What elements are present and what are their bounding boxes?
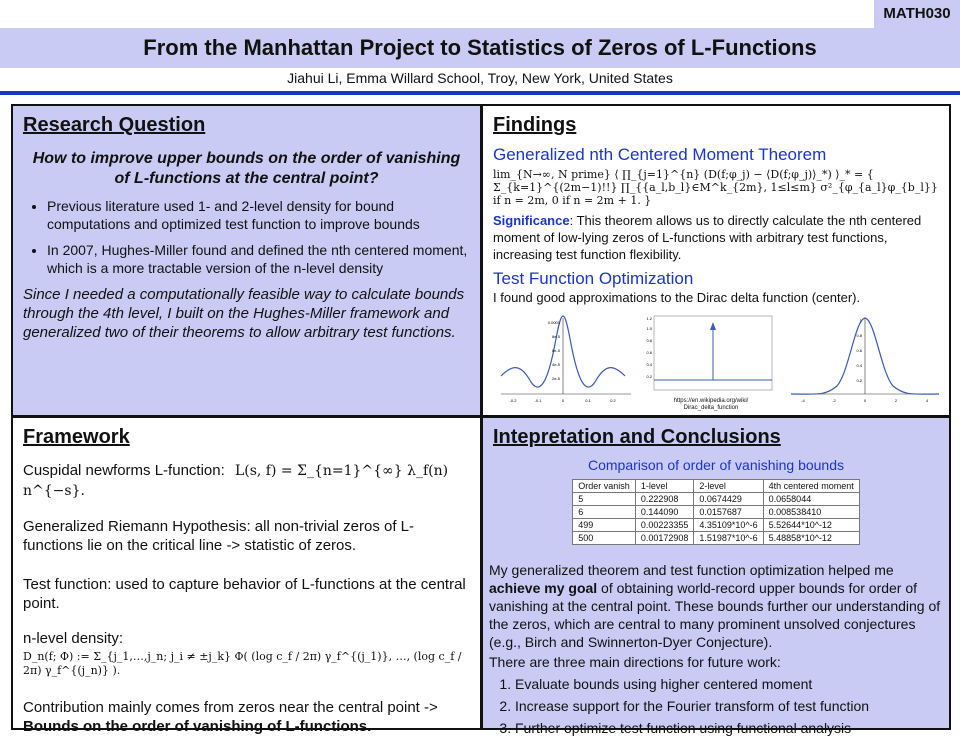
table-header-cell: 1-level: [635, 480, 694, 493]
framework-heading: Framework: [23, 426, 130, 448]
right-xtick: 2: [894, 398, 898, 403]
left-ytick: 6e-5: [551, 348, 560, 353]
right-ytick: 0.2: [856, 378, 862, 383]
table-cell: 0.00172908: [635, 532, 694, 545]
test-function-plots: [491, 314, 943, 414]
table-header-cell: Order vanish: [573, 480, 636, 493]
summary-pre: My generalized theorem and test function optimization helped me: [489, 562, 894, 578]
table-cell: 5.48858*10^-12: [763, 532, 859, 545]
right-xtick: 4: [925, 398, 929, 403]
significance-body: : This theorem allows us to directly calculate the nth centered moment of low-lying zeros of L-functions with arbitrary test functions, increasing test function flexibility.: [493, 213, 922, 262]
middle-ytick: 0.8: [646, 338, 652, 343]
research-question-panel: [11, 104, 482, 417]
table-cell: 4.35109*10^-6: [694, 519, 763, 532]
right-ytick: 0.4: [856, 363, 862, 368]
theorem-title: Generalized nth Centered Moment Theorem: [493, 145, 827, 164]
image-caption-line: Dirac_delta_function: [683, 405, 739, 411]
future-intro: There are three main directions for future work:: [489, 654, 781, 670]
poster-authors: Jiahui Li, Emma Willard School, Troy, New York, United States: [287, 70, 673, 86]
right-xtick: -4: [801, 398, 805, 403]
table-title: Comparison of order of vanishing bounds: [587, 457, 845, 473]
future-item: 1. Evaluate bounds using higher centered moment: [515, 673, 943, 695]
poster-title: From the Manhattan Project to Statistics of Zeros of L-Functions: [0, 28, 960, 68]
findings-panel: [481, 104, 951, 417]
middle-ytick: 0.4: [646, 362, 652, 367]
framework-panel: [11, 416, 482, 735]
research-question-heading: Research Question: [23, 114, 206, 136]
right-ytick: 0.8: [856, 333, 862, 338]
cuspidal-formula: L(s, f) = Σ_{n=1}^{∞} λ_f(n) n^{−s}.: [23, 463, 449, 499]
significance-label: Significance: [493, 213, 570, 228]
contribution-bold: Bounds on the order of vanishing of L-functions.: [23, 718, 372, 735]
table-row: [573, 519, 859, 532]
middle-ytick: 0.2: [646, 374, 652, 379]
approximation-plot-left: [491, 314, 636, 404]
table-row: [573, 532, 859, 545]
research-bullets: [23, 197, 470, 277]
table-cell: 1.51987*10^-6: [694, 532, 763, 545]
middle-ytick: 0.6: [646, 350, 652, 355]
conclusions-heading: Intepretation and Conclusions: [493, 426, 781, 448]
findings-heading: Findings: [493, 114, 577, 136]
research-closing: Since I needed a computationally feasible way to calculate bounds through the 4th level, I built on the Hughes-Miller framework and generalized two of their theorems to allow arbitrary test functions.: [23, 286, 465, 341]
bounds-table: [572, 479, 859, 545]
left-xtick: -0.2: [509, 398, 517, 403]
summary-bold: achieve my goal: [489, 580, 598, 596]
table-header-row: [573, 480, 859, 493]
conclusions-panel: [481, 416, 951, 736]
density-line: [23, 629, 470, 678]
left-ytick: 8e-5: [551, 334, 560, 339]
future-item: 3. Further optimize test function using functional analysis: [515, 717, 943, 739]
conclusion-summary: [489, 561, 943, 651]
table-cell: 500: [573, 532, 636, 545]
optimization-text: I found good approximations to the Dirac delta function (center).: [493, 290, 861, 305]
table-cell: 0.144090: [635, 506, 694, 519]
future-item: 2. Increase support for the Fourier transform of test function: [515, 695, 943, 717]
right-ytick: 0.6: [856, 348, 862, 353]
image-caption-line: https://en.wikipedia.org/wiki/: [673, 398, 749, 404]
left-xtick: 0.2: [610, 398, 616, 403]
contribution-text: [23, 698, 470, 736]
table-cell: 5.52644*10^-12: [763, 519, 859, 532]
table-cell: 0.008538410: [763, 506, 859, 519]
right-xtick: 0: [863, 398, 867, 403]
table-cell: 0.00223355: [635, 519, 694, 532]
header-divider: [0, 91, 960, 95]
right-xtick: -2: [832, 398, 836, 403]
middle-ytick: 1.0: [646, 326, 652, 331]
theorem-formula: lim_{N→∞, N prime} ⟨ ∏_{j=1}^{n} (D(f;φ_j) − ⟨D(f;φ_j)⟩_*) ⟩_* = { Σ_{k=1}^{(2m−1)!!} ∏_{{a_l,b_l}∈M^k_{2m}, 1≤l≤m} σ²_{φ_{a_l}φ_{b_l}} if n = 2m, 0 if n = 2m + 1. }: [493, 168, 938, 207]
table-header-cell: 2-level: [694, 480, 763, 493]
table-cell: 0.222908: [635, 493, 694, 506]
table-row: [573, 493, 859, 506]
left-ytick: 0.0001: [547, 320, 560, 325]
grh-text: Generalized Riemann Hypothesis: all non-trivial zeros of L-functions lie on the critical line -> statistic of zeros.: [23, 518, 415, 554]
research-bullet: • In 2007, Hughes-Miller found and defined the nth centered moment, which is a more tractable version of the n-level density: [47, 241, 470, 277]
right-ytick: 1: [859, 318, 862, 323]
left-ytick: 4e-5: [551, 362, 560, 367]
table-cell: 6: [573, 506, 636, 519]
left-xtick: -0.1: [534, 398, 542, 403]
table-cell: 5: [573, 493, 636, 506]
left-xtick: 0: [561, 398, 565, 403]
table-cell: 499: [573, 519, 636, 532]
test-function-text: Test function: used to capture behavior of L-functions at the central point.: [23, 576, 466, 612]
left-xtick: 0.1: [585, 398, 591, 403]
dirac-delta-plot: [646, 314, 776, 396]
table-cell: 0.0157687: [694, 506, 763, 519]
table-header-cell: 4th centered moment: [763, 480, 859, 493]
summary-post: of obtaining world-record upper bounds for order of vanishing at the central point. These bounds further our understanding of the zeros, which are central to many prominent unsolved conjectures (e.g., Birch and Swinnerton-Dyer Conjecture).: [489, 580, 941, 650]
research-bullet: • Previous literature used 1- and 2-level density for bound computations and optimized test function to improve bounds: [47, 197, 470, 233]
future-work-list: [489, 673, 943, 739]
table-row: [573, 506, 859, 519]
contribution-body: Contribution mainly comes from zeros near the central point ->: [23, 699, 438, 716]
course-code-badge: MATH030: [874, 0, 960, 28]
cuspidal-label: Cuspidal newforms L-function:: [23, 462, 225, 479]
table-cell: 0.0674429: [694, 493, 763, 506]
significance-text: [493, 212, 939, 263]
image-caption: [646, 398, 776, 412]
optimization-title: Test Function Optimization: [493, 269, 694, 288]
table-cell: 0.0658044: [763, 493, 859, 506]
cuspidal-line: [23, 461, 470, 501]
left-ytick: 2e-5: [551, 376, 560, 381]
approximation-plot-right: [787, 314, 942, 404]
density-formula: D_n(f; Φ) := Σ_{j_1,…,j_n; j_i ≠ ±j_k} Φ( (log c_f / 2π) γ_f^{(j_1)}, …, (log c_f / 2π) γ_f^{(j_n)} ).: [23, 650, 462, 677]
middle-ytick: 1.2: [646, 316, 652, 321]
density-label: n-level density:: [23, 630, 124, 647]
research-question-text: How to improve upper bounds on the order of vanishing of L-functions at the central point?: [32, 150, 461, 187]
